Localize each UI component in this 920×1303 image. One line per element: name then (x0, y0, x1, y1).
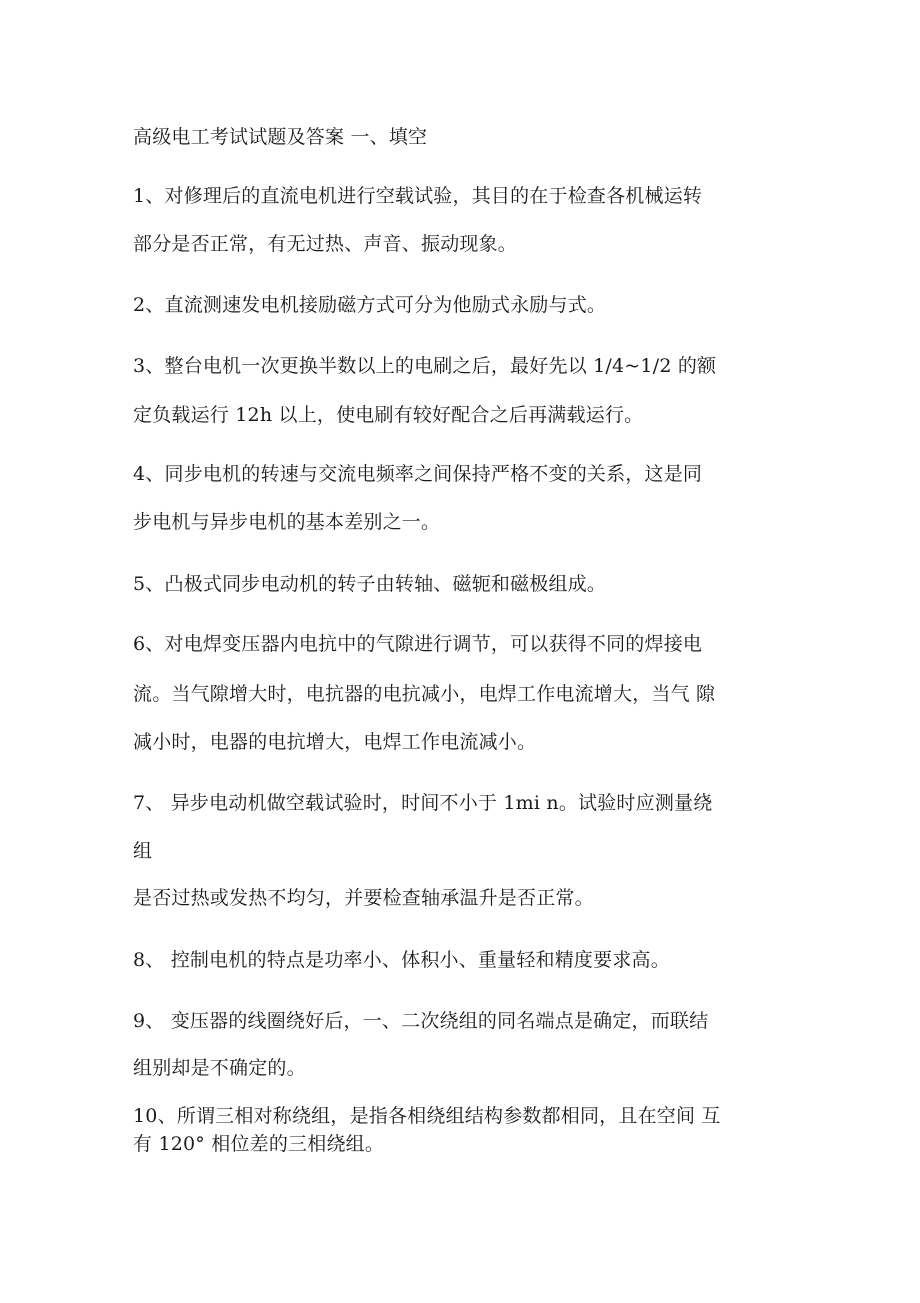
question-7-line-2: 组 (133, 840, 153, 862)
question-1-line-2: 部分是否正常，有无过热、声音、振动现象。 (133, 233, 518, 255)
question-6-line-2: 流。当气隙增大时，电抗器的电抗减小，电焊工作电流增大，当气 隙 (133, 683, 716, 705)
question-7-line-1: 7、 异步电动机做空载试验时，时间不小于 1mi n。试验时应测量绕 (133, 792, 713, 814)
question-8-line-1: 8、 控制电机的特点是功率小、体积小、重量轻和精度要求高。 (133, 949, 670, 971)
question-3-line-2: 定负载运行 12h 以上，使电刷有较好配合之后再满载运行。 (133, 404, 644, 426)
question-9-line-2: 组别却是不确定的。 (133, 1057, 306, 1079)
question-9-line-1: 9、 变压器的线圈绕好后，一、二次绕组的同名端点是确定，而联结 (133, 1010, 709, 1032)
question-7-line-3: 是否过热或发热不均匀，并要检查轴承温升是否正常。 (133, 887, 594, 909)
question-10-line-2: 有 120° 相位差的三相绕组。 (133, 1133, 385, 1155)
question-4-line-1: 4、同步电机的转速与交流电频率之间保持严格不变的关系，这是同 (133, 463, 703, 485)
document-title: 高级电工考试试题及答案 一、填空 (133, 126, 428, 148)
question-4-line-2: 步电机与异步电机的基本差别之一。 (133, 511, 441, 533)
question-5-line-1: 5、凸极式同步电动机的转子由转轴、磁轭和磁极组成。 (133, 573, 607, 595)
question-3-line-1: 3、整台电机一次更换半数以上的电刷之后，最好先以 1/4~1/2 的额 (133, 355, 717, 377)
question-1-line-1: 1、对修理后的直流电机进行空载试验，其目的在于检查各机械运转 (133, 185, 703, 207)
question-6-line-3: 减小时，电器的电抗增大，电焊工作电流减小。 (133, 731, 537, 753)
question-10-line-1: 10、所谓三相对称绕组，是指各相绕组结构参数都相同，且在空间 互 (133, 1105, 721, 1127)
question-6-line-1: 6、对电焊变压器内电抗中的气隙进行调节，可以获得不同的焊接电 (133, 633, 703, 655)
question-2-line-1: 2、直流测速发电机接励磁方式可分为他励式永励与式。 (133, 294, 607, 316)
